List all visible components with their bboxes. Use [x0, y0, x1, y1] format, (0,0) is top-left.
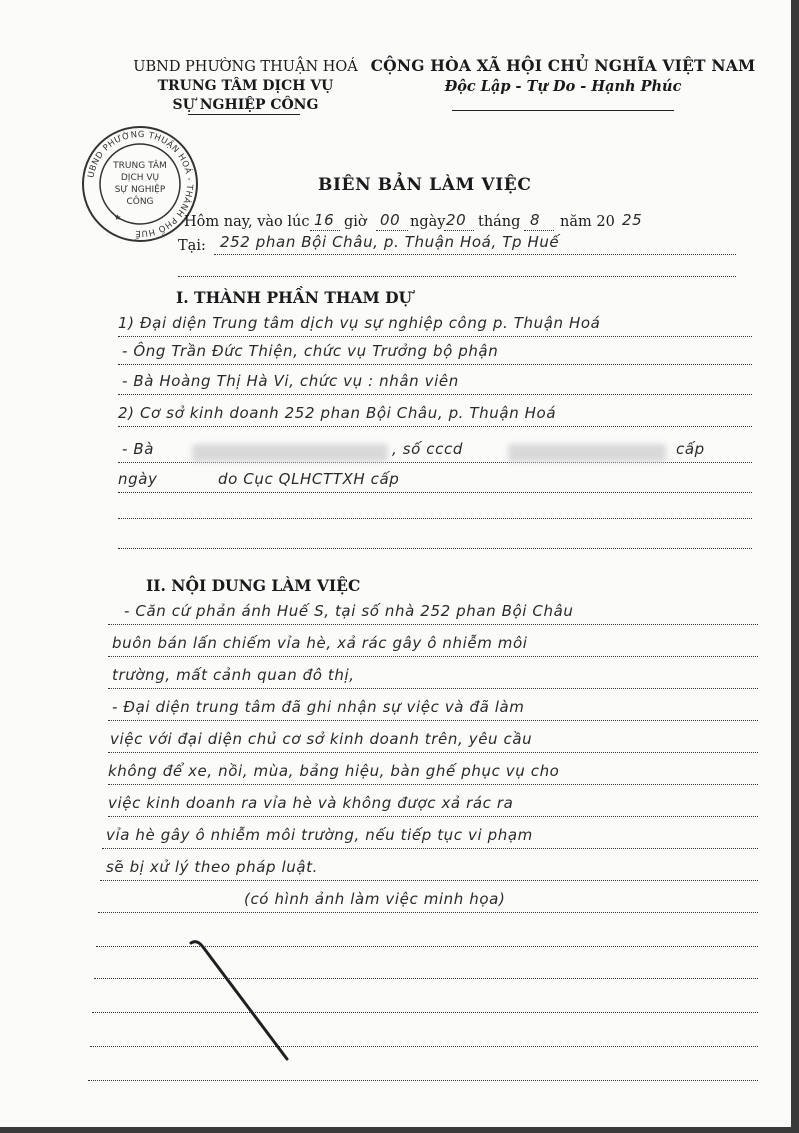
location-value: 252 phan Bội Châu, p. Thuận Hoá, Tp Huế: [220, 233, 560, 251]
s2-rule-7: [102, 848, 758, 849]
seal-center-line-2: DỊCH VỤ: [120, 173, 160, 183]
seal-center-line-4: CÔNG: [126, 197, 154, 207]
official-seal: [80, 124, 200, 244]
s2-rule-0: [108, 624, 758, 625]
year-value: 25: [622, 211, 643, 229]
national-motto: Độc Lập - Tự Do - Hạnh Phúc: [444, 78, 682, 95]
s2-rule-2: [108, 688, 758, 689]
s1-rule-4: [118, 462, 752, 463]
minute-dots: [376, 230, 408, 231]
s1-line-5: , số cccd: [392, 440, 463, 458]
s2-line-0: - Căn cứ phản ánh Huế S, tại số nhà 252 phan Bội Châu: [124, 602, 574, 620]
seal-center-line-3: SỰ NGHIỆP: [114, 185, 166, 195]
seal-center-line-1: TRUNG TÂM: [113, 161, 167, 171]
org-line-1: UBND PHƯỜNG THUẬN HOÁ: [133, 59, 358, 75]
s2-rule-6: [108, 816, 758, 817]
hour-label: giờ: [344, 214, 367, 230]
s2-line-3: - Đại diện trung tâm đã ghi nhận sự việc và đã làm: [112, 698, 525, 716]
s1-rule-3: [118, 426, 752, 427]
section-1-heading: I. THÀNH PHẦN THAM DỰ: [176, 288, 413, 307]
day-dots: [444, 230, 474, 231]
s2-line-1: buôn bán lấn chiếm vỉa hè, xả rác gây ô nhiễm môi: [112, 634, 528, 652]
s2-rule-1: [108, 656, 758, 657]
country-name: CỘNG HÒA XÃ HỘI CHỦ NGHĨA VIỆT NAM: [370, 56, 756, 75]
issuing-organization: [128, 58, 363, 115]
location-label: Tại:: [178, 238, 206, 254]
month-dots: [524, 230, 554, 231]
s1-line-3: 2) Cơ sở kinh doanh 252 phan Bội Châu, p. Thuận Hoá: [118, 404, 557, 422]
day-label: ngày: [410, 214, 446, 230]
s2-rule-5: [108, 784, 758, 785]
s1-line-6: cấp: [676, 440, 705, 458]
date-intro: Hôm nay, vào lúc: [184, 214, 310, 230]
s2-line-5: không để xe, nồi, mùa, bảng hiệu, bàn ghế phục vụ cho: [108, 762, 560, 780]
s2-rule-3: [108, 720, 758, 721]
s2-line-9: (có hình ảnh làm việc minh họa): [244, 890, 506, 908]
section-2-heading: II. NỘI DUNG LÀM VIỆC: [146, 576, 361, 595]
s2-rule-8: [100, 880, 758, 881]
s1-line-0: 1) Đại diện Trung tâm dịch vụ sự nghiệp công p. Thuận Hoá: [118, 314, 601, 332]
org-underline: [188, 114, 300, 115]
month-value: 8: [530, 211, 541, 229]
s1-rule-0: [118, 336, 752, 337]
s1-rule-1: [118, 364, 752, 365]
s1-line-8: do Cục QLHCTTXH cấp: [218, 470, 400, 488]
s1-line-7: ngày: [118, 470, 158, 488]
s2-line-8: sẽ bị xử lý theo pháp luật.: [106, 858, 319, 876]
redacted-id-number: [508, 444, 666, 462]
s2-rule-14: [88, 1080, 758, 1081]
redacted-name: [192, 444, 388, 462]
minute-value: 00: [380, 211, 401, 229]
s2-line-6: việc kinh doanh ra vỉa hè và không được xả rác ra: [108, 794, 514, 812]
seal-ring-text: UBND PHƯỜNG THUẬN HOÁ - THÀNH PHỐ HUẾ: [86, 129, 195, 239]
s1-line-1: - Ông Trần Đức Thiện, chức vụ Trưởng bộ phận: [122, 342, 499, 360]
s2-line-2: trường, mất cảnh quan đô thị,: [112, 666, 355, 684]
seal-star-icon: ★: [114, 213, 122, 222]
month-label: tháng: [478, 214, 521, 230]
location-dots: [214, 254, 736, 255]
s1-rule-2: [118, 394, 752, 395]
s2-line-4: việc với đại diện chủ cơ sở kinh doanh trên, yêu cầu: [110, 730, 533, 748]
org-line-2: TRUNG TÂM DỊCH VỤ: [157, 78, 334, 94]
closing-strike-line: [185, 935, 295, 1065]
s1-rule-5: [118, 492, 752, 493]
s1-line-2: - Bà Hoàng Thị Hà Vi, chức vụ : nhân viên: [122, 372, 459, 390]
document-title: BIÊN BẢN LÀM VIỆC: [318, 175, 532, 195]
day-value: 20: [446, 211, 467, 229]
date-line: [184, 214, 309, 230]
s2-rule-9: [98, 912, 758, 913]
s1-rule-6: [118, 518, 752, 519]
motto-underline: [452, 110, 674, 111]
s1-rule-7: [118, 548, 752, 549]
hour-value: 16: [314, 211, 335, 229]
org-line-3: SỰ NGHIỆP CÔNG: [172, 97, 319, 113]
national-header: [368, 56, 758, 95]
s2-line-7: vỉa hè gây ô nhiễm môi trường, nếu tiếp tục vi phạm: [106, 826, 533, 844]
year-label: năm 20: [560, 214, 615, 230]
s1-line-4: - Bà: [122, 440, 155, 458]
hour-dots: [310, 230, 340, 231]
s2-rule-4: [108, 752, 758, 753]
blank-line: [178, 276, 736, 277]
